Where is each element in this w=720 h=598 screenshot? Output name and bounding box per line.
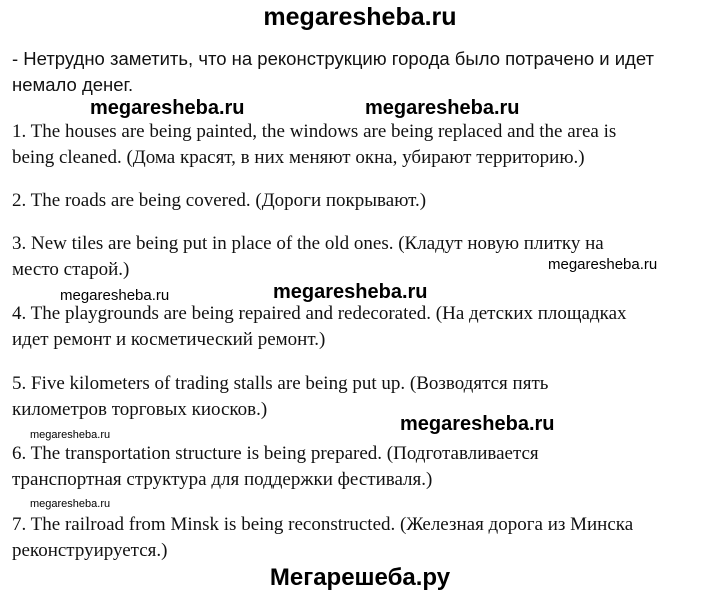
watermark: megaresheba.ru xyxy=(30,498,111,510)
answer-line: 4. The playgrounds are being repaired and redecorated. (На детских площадках xyxy=(12,303,627,324)
answer-6 xyxy=(12,441,712,493)
site-footer: Мегарешеба.ру xyxy=(269,564,451,591)
watermark: megaresheba.ru xyxy=(365,97,520,119)
site-header: megaresheba.ru xyxy=(263,3,457,31)
answer-4 xyxy=(12,301,712,353)
answer-7 xyxy=(12,512,712,564)
watermark: megaresheba.ru xyxy=(30,429,111,441)
answer-line: место старой.) xyxy=(12,259,130,280)
intro-line: немало денег. xyxy=(12,74,134,95)
watermark: megaresheba.ru xyxy=(400,413,555,435)
watermark: megaresheba.ru xyxy=(60,287,170,304)
answer-1 xyxy=(12,119,712,171)
answer-5 xyxy=(12,371,712,423)
answer-line: 3. New tiles are being put in place of the old ones. (Кладут новую плитку на xyxy=(12,233,604,254)
answer-line: километров торговых киосков.) xyxy=(12,399,268,420)
watermark: megaresheba.ru xyxy=(548,256,658,273)
answer-line: 2. The roads are being covered. (Дороги покрывают.) xyxy=(12,190,427,211)
answer-line: being cleaned. (Дома красят, в них меняют окна, убирают территорию.) xyxy=(12,147,585,168)
answer-2 xyxy=(12,188,712,214)
answer-line: 1. The houses are being painted, the windows are being replaced and the area is xyxy=(12,121,617,142)
answer-line: реконструируется.) xyxy=(12,540,168,561)
watermark: megaresheba.ru xyxy=(90,97,245,119)
intro-line: - Нетрудно заметить, что на реконструкцию города было потрачено и идет xyxy=(12,48,654,69)
intro-paragraph xyxy=(12,46,712,98)
answer-line: транспортная структура для поддержки фестиваля.) xyxy=(12,469,433,490)
answer-line: 7. The railroad from Minsk is being reconstructed. (Железная дорога из Минска xyxy=(12,514,634,535)
answer-line: 6. The transportation structure is being prepared. (Подготавливается xyxy=(12,443,539,464)
answer-line: идет ремонт и косметический ремонт.) xyxy=(12,329,326,350)
answer-line: 5. Five kilometers of trading stalls are being put up. (Возводятся пять xyxy=(12,373,549,394)
watermark: megaresheba.ru xyxy=(273,281,428,303)
